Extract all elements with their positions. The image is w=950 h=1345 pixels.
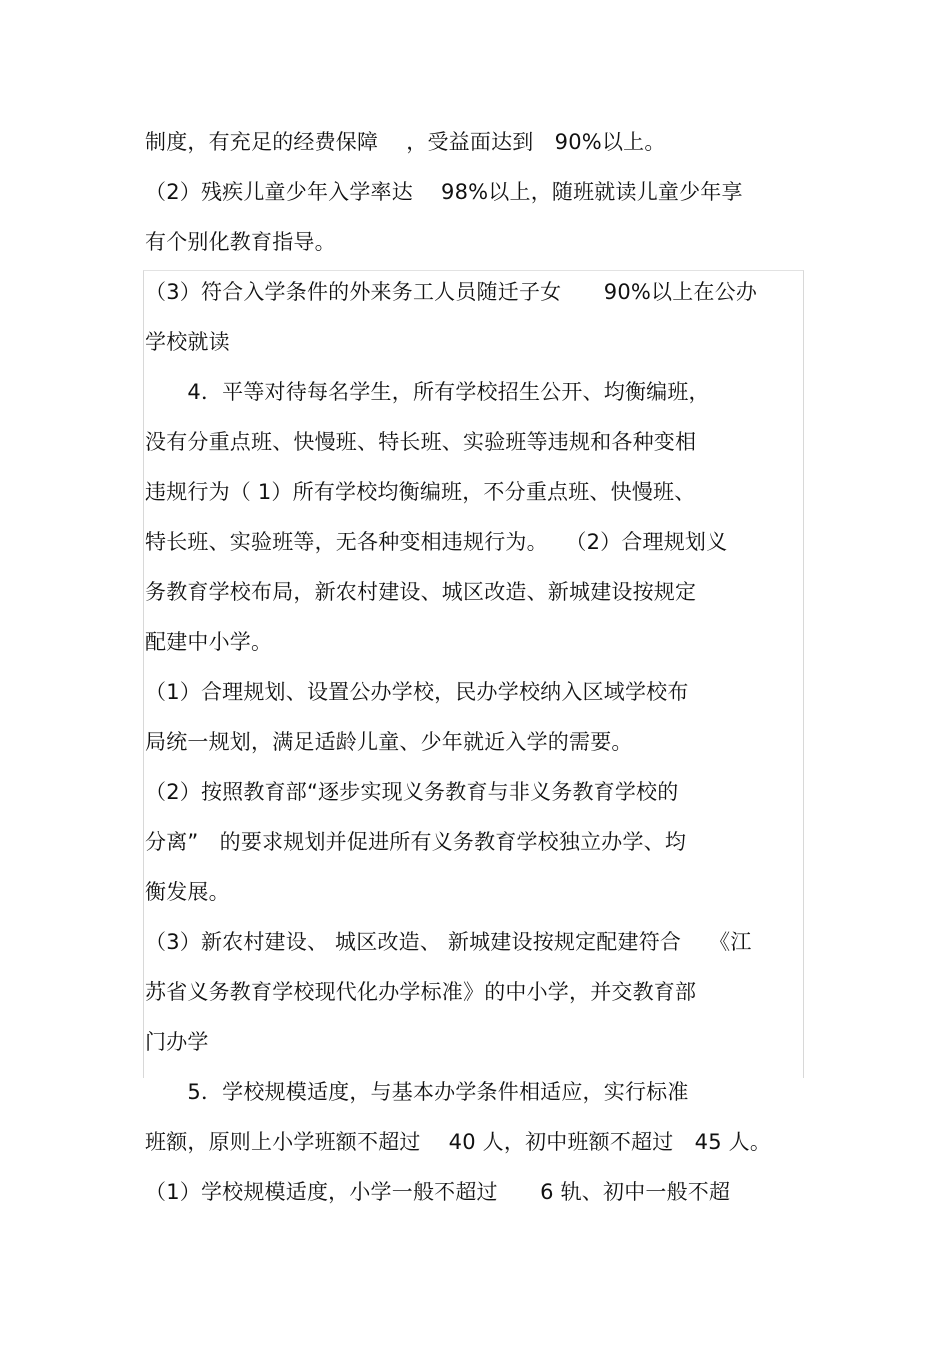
text-line-4: （3）符合入学条件的外来务工人员随迁子女 90%以上在公办 — [145, 280, 758, 304]
text-line-7: 没有分重点班、快慢班、特长班、实验班等违规和各种变相 — [145, 430, 697, 454]
text-line-1: 制度，有充足的经费保障 ，受益面达到 90%以上。 — [145, 130, 666, 154]
text-line-19: 门办学 — [145, 1030, 209, 1054]
text-line-8: 违规行为（ 1）所有学校均衡编班，不分重点班、快慢班、 — [145, 480, 696, 504]
text-line-13: 局统一规划，满足适龄儿童、少年就近入学的需要。 — [145, 730, 633, 754]
text-line-5: 学校就读 — [145, 330, 230, 354]
text-line-9: 特长班、实验班等，无各种变相违规行为。 （2）合理规划义 — [145, 530, 728, 554]
text-line-16: 衡发展。 — [145, 880, 230, 904]
text-line-15: 分离” 的要求规划并促进所有义务教育学校独立办学、均 — [145, 830, 687, 854]
text-line-21: 班额，原则上小学班额不超过 40 人，初中班额不超过 45 人。 — [145, 1130, 772, 1154]
text-line-22: （1）学校规模适度，小学一般不超过 6 轨、初中一般不超 — [145, 1180, 731, 1204]
text-line-18: 苏省义务教育学校现代化办学标准》的中小学，并交教育部 — [145, 980, 697, 1004]
text-line-6: 4．平等对待每名学生，所有学校招生公开、均衡编班， — [145, 380, 710, 404]
text-line-14: （2）按照教育部“逐步实现义务教育与非义务教育学校的 — [145, 780, 679, 804]
text-line-3: 有个别化教育指导。 — [145, 230, 336, 254]
text-line-2: （2）残疾儿童少年入学率达 98%以上，随班就读儿童少年享 — [145, 180, 743, 204]
text-line-10: 务教育学校布局，新农村建设、城区改造、新城建设按规定 — [145, 580, 697, 604]
text-line-17: （3）新农村建设、 城区改造、 新城建设按规定配建符合 《江 — [145, 930, 752, 954]
text-line-12: （1）合理规划、设置公办学校，民办学校纳入区域学校布 — [145, 680, 689, 704]
text-line-20: 5．学校规模适度，与基本办学条件相适应，实行标准 — [145, 1080, 689, 1104]
text-line-11: 配建中小学。 — [145, 630, 273, 654]
